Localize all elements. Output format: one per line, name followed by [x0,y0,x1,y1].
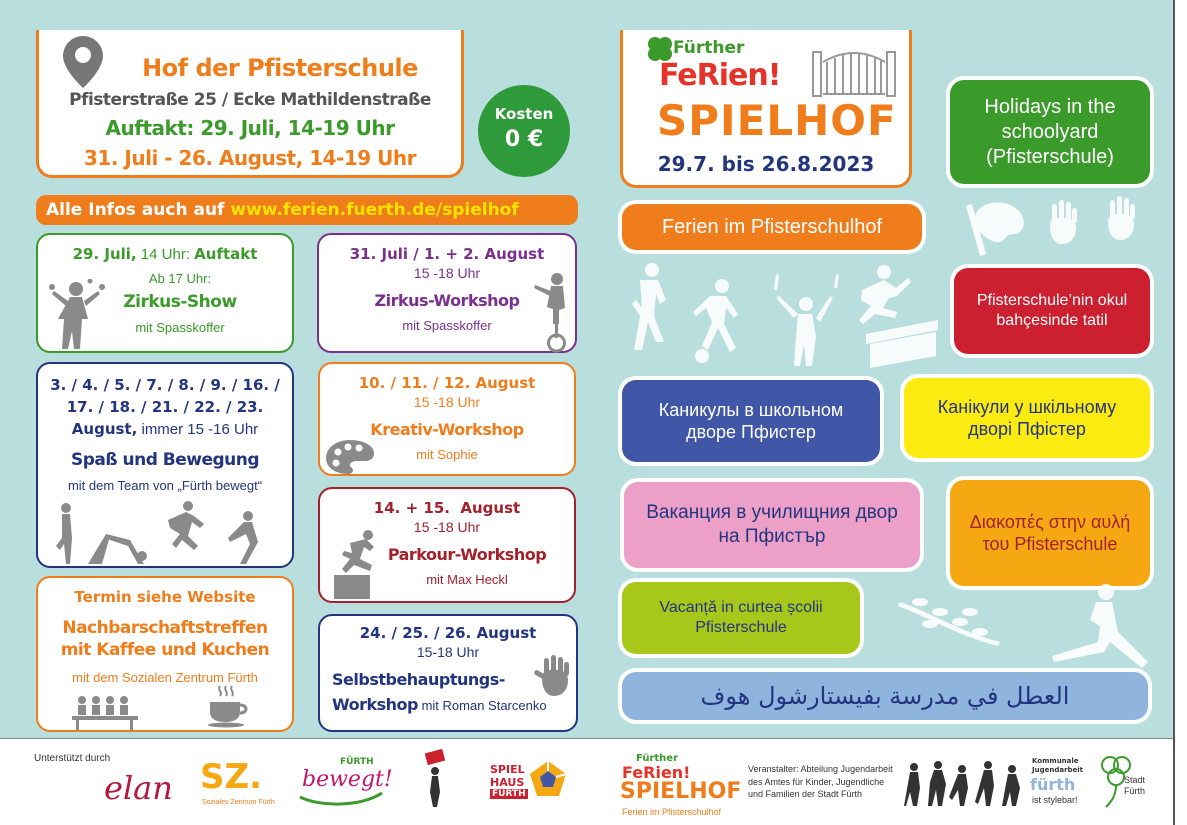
zirkus-title: Zirkus-Workshop [374,291,520,310]
kj-3: fürth [1030,775,1076,794]
auftakt-date-line [38,245,292,263]
nachbar-with: mit dem Sozialen Zentrum Fürth [72,670,258,685]
event-zirkus-workshop [317,233,577,353]
lang-ru: Каникулы в школьном дворе Пфистер [622,380,880,462]
price-value: 0 € [504,127,544,152]
organizer: Veranstalter: Abteilung Jugendarbeit des Amtes für Kinder, Jugendliche und Familien der Stadt Fürth [748,764,893,800]
event-auftakt [36,233,294,353]
auftakt-sub: Ab 17 Uhr: [148,271,212,286]
lang-de: Ferien im Pfisterschulhof [622,204,922,250]
branch-yoga-silhouette [860,582,1160,682]
lang-uk: Канікули у шкільному дворі Пфістер [904,378,1150,458]
elan-logo: elan [104,769,173,807]
parkour-icon [328,529,388,601]
event-selbstbehauptung [318,614,578,732]
address: Pfisterstraße 25 / Ecke Mathildenstraße [69,90,431,110]
lang-el: Διακοπές στην αυλή του Pfisterschule [950,480,1150,586]
kreativ-date: 10. / 11. / 12. August [358,374,536,392]
dancers-icon [904,759,1028,807]
logo-dates: 29.7. bis 26.8.2023 [657,152,875,176]
nachbar-title1: Nachbarschaftstreffen [62,618,268,638]
spass-title: Spaß und Bewegung [70,450,260,470]
bewegt-logo: bewegt! [302,767,393,792]
event-spass-bewegung [36,362,294,568]
selbst-date: 24. / 25. / 26. August [359,624,537,642]
selbst-title2: Workshop [332,695,418,714]
event-parkour [318,487,576,603]
parkour-title: Parkour-Workshop [387,545,547,564]
handprint-icon [534,654,574,698]
selbst-title1: Selbstbehauptungs- [332,670,505,689]
spass-dates1: 3. / 4. / 5. / 7. / 8. / 9. / 16. / [50,376,280,394]
spass-time-line [38,420,292,438]
auftakt-kick: Auftakt [194,245,258,263]
selbst-with: mit Roman Starcenko [417,698,547,713]
unicycle-icon [533,271,575,353]
spielhaus-1: SPIEL [490,763,525,776]
zirkus-with: mit Spasskoffer [402,318,492,333]
lang-ro: Vacanță in curtea școlii Pfisterschule [622,582,860,654]
spielhof-logo [620,30,912,188]
footer-logo-mid: FeRien! [622,763,691,782]
nachbar-title2: mit Kaffee und Kuchen [60,640,270,660]
footer-logo-sub: Ferien im Pfisterschulhof [622,807,722,817]
lang-tr: Pfisterschule’nin okul bahçesinde tatil [954,268,1150,354]
kreativ-time: 15 -18 Uhr [413,394,481,410]
sz-logo: SZ. [200,757,263,797]
footer-logo-bot: SPIELHOF [620,779,742,804]
yoga-figures-icon [48,500,284,566]
kj-4: ist stylebar! [1032,795,1078,805]
price-badge [478,85,570,177]
footer [0,738,1173,825]
figure-sign-icon [420,749,450,809]
spass-dates2: 17. / 18. / 21. / 22. / 23. [66,398,264,416]
parkour-with: mit Max Heckl [426,572,508,587]
info-prefix: Alle Infos auch auf [46,200,231,220]
location-name: Hof der Pfisterschule [142,54,418,82]
bewegt-swoosh-icon [298,791,384,807]
auftakt-date: 29. Juli, [72,245,137,263]
gate-icon [811,42,897,98]
spielhaus-3: FÜRTH [492,789,526,799]
parkour-date: 14. + 15. August [373,499,521,517]
info-url[interactable]: www.ferien.fuerth.de/spielhof [230,200,519,220]
spass-time: immer 15 -16 Uhr [137,421,259,438]
stadt-2: Fürth [1124,786,1146,796]
zirkus-time: 15 -18 Uhr [413,265,481,281]
pentagon-ball-icon [528,759,568,799]
logo-top: Fürther [673,38,745,58]
bewegt-top: FÜRTH [340,757,374,767]
period: 31. Juli - 26. August, 14-19 Uhr [84,146,416,170]
auftakt-time: 14 Uhr: [136,246,195,263]
kreativ-title: Kreativ-Workshop [370,420,524,439]
bench-people-icon [72,696,142,730]
page-edge [1173,0,1187,825]
supported-by: Unterstützt durch [34,753,111,764]
lang-en: Holidays in the schoolyard (Pfisterschule) [950,80,1150,184]
event-kreativ [318,362,576,476]
sports-silhouettes [630,262,950,370]
juggler-icon [46,279,110,351]
nachbar-date: Termin siehe Website [74,588,256,606]
event-nachbarschaft [36,576,294,732]
location-header [36,30,464,178]
sz-sub: Soziales Zentrum Fürth [202,799,275,806]
auftakt-with: mit Spasskoffer [135,320,225,335]
selbst-time: 15-18 Uhr [416,644,480,660]
palette-icon [324,438,376,476]
logo-middle: FeRien! [659,58,781,93]
hands-palette-silhouettes [960,196,1150,266]
stadt-1: Stadt [1124,775,1146,785]
lang-ar: العطل في مدرسة بفيستارشول هوف [622,672,1148,720]
kj-2: Jugendarbeit [1032,766,1084,774]
spass-with: mit dem Team von „Fürth bewegt“ [67,478,263,493]
coffee-cup-icon [206,684,250,728]
spass-month: August, [71,420,138,438]
kickoff-date: Auftakt: 29. Juli, 14-19 Uhr [105,116,395,140]
zirkus-date: 31. Juli / 1. + 2. August [349,245,545,263]
footer-logo-top: Fürther [636,753,678,764]
lang-bg: Ваканция в училищния двор на Пфистър [624,482,920,568]
parkour-time: 15 -18 Uhr [413,519,481,535]
spielhaus-2: HAUS [490,776,525,789]
auftakt-title: Zirkus-Show [123,292,237,312]
kj-1: Kommunale [1032,757,1079,765]
kreativ-with: mit Sophie [416,447,478,462]
price-label: Kosten [494,105,554,123]
logo-bottom: SPIELHOF [657,96,897,145]
info-bar [36,195,578,225]
